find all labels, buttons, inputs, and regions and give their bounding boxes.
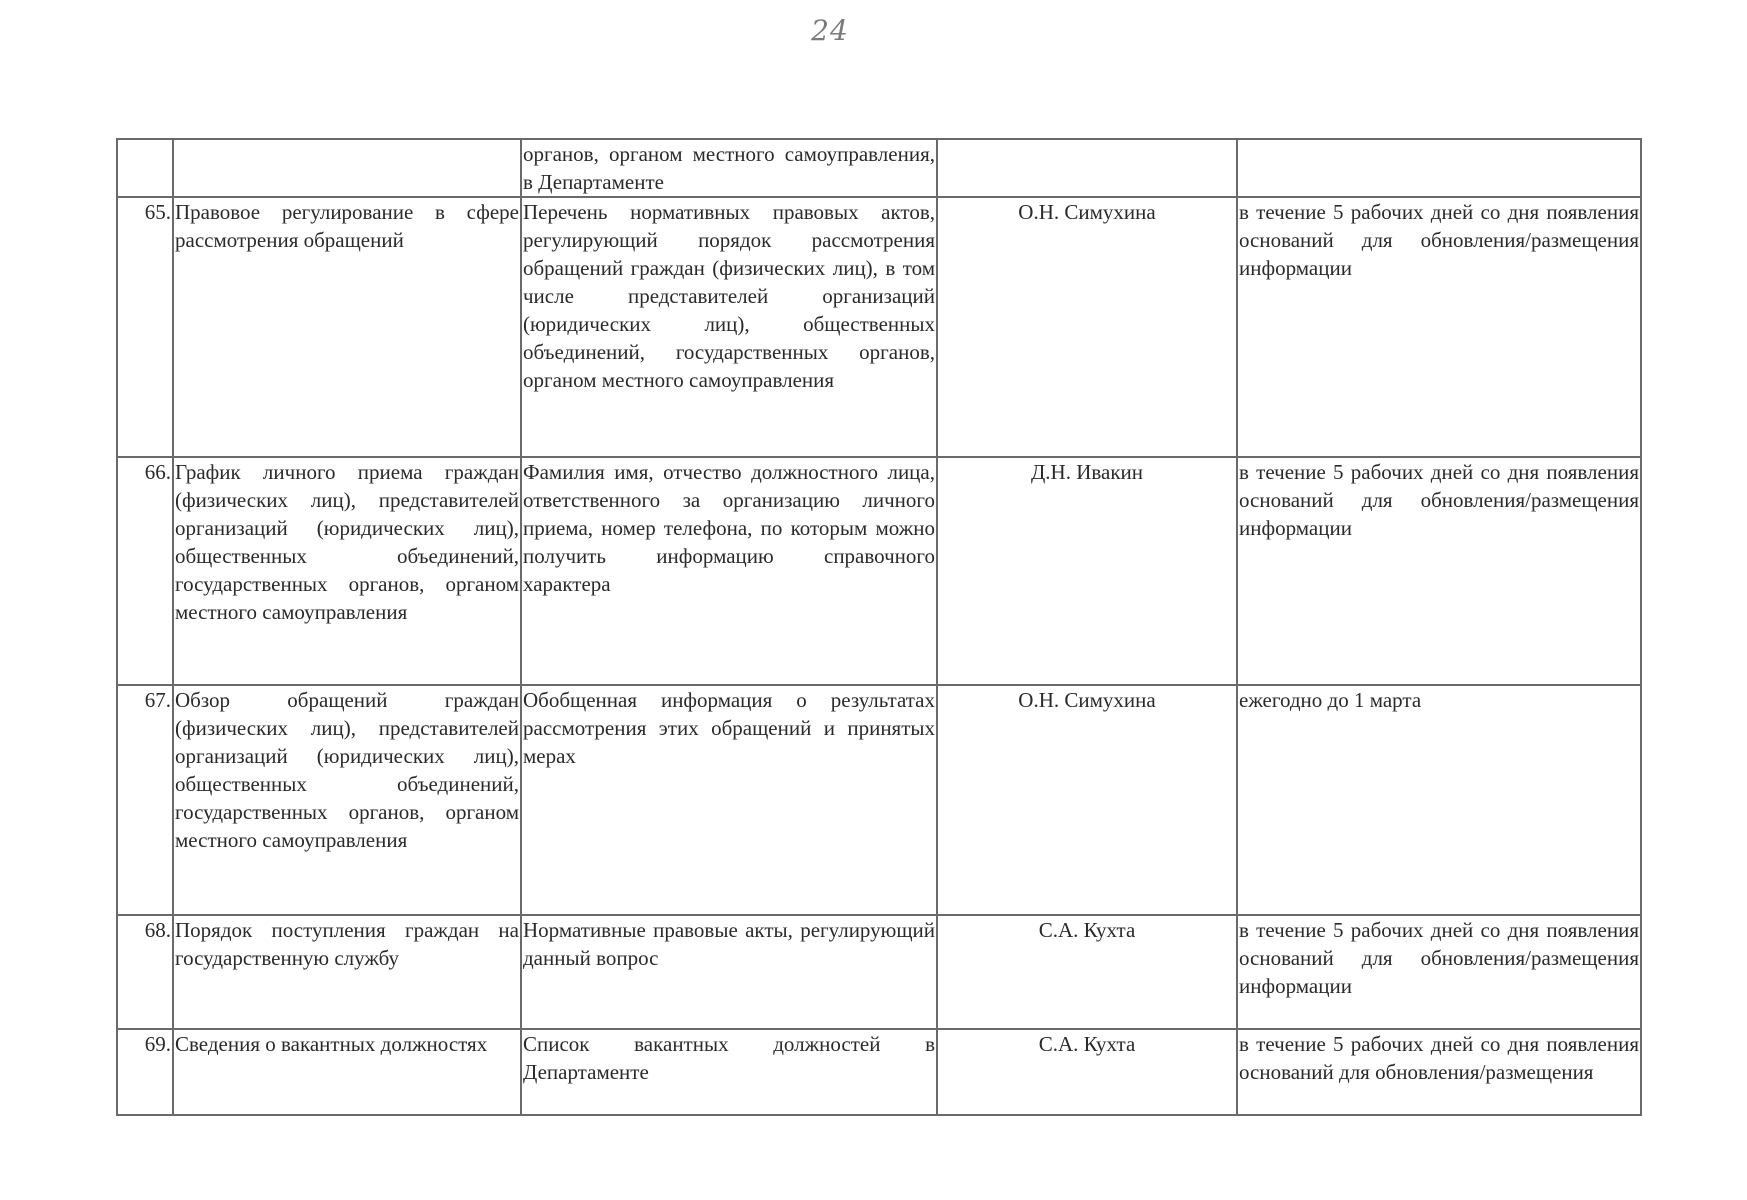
topic-cell: Порядок поступления граждан на государственную службу <box>173 915 521 1029</box>
term-cell: в течение 5 рабочих дней со дня появления оснований для обновления/размещения информации <box>1237 457 1641 685</box>
content-cell: Перечень нормативных правовых актов, регулирующий порядок рассмотрения обращений граждан (физических лиц), в том числе представителей организаций (юридических лиц), общественных объединений, государственных органов, органом местного самоуправления <box>521 197 937 457</box>
row-number-cell: 69. <box>117 1029 173 1115</box>
responsible-cell <box>937 139 1237 197</box>
table-row <box>117 1029 1641 1115</box>
content-cell: Обобщенная информация о результатах рассмотрения этих обращений и принятых мерах <box>521 685 937 915</box>
content-cell: Нормативные правовые акты, регулирующий данный вопрос <box>521 915 937 1029</box>
row-number-cell: 66. <box>117 457 173 685</box>
table-row-continuation <box>117 139 1641 197</box>
responsible-cell: О.Н. Симухина <box>937 197 1237 457</box>
responsible-cell: О.Н. Симухина <box>937 685 1237 915</box>
term-cell: в течение 5 рабочих дней со дня появления оснований для обновления/размещения <box>1237 1029 1641 1115</box>
table-row <box>117 197 1641 457</box>
responsible-cell: С.А. Кухта <box>937 915 1237 1029</box>
row-number-cell: 65. <box>117 197 173 457</box>
term-cell <box>1237 139 1641 197</box>
row-number-cell: 67. <box>117 685 173 915</box>
term-cell: ежегодно до 1 марта <box>1237 685 1641 915</box>
content-cell: Фамилия имя, отчество должностного лица, ответственного за организацию личного приема, номер телефона, по которым можно получить информацию справочного характера <box>521 457 937 685</box>
content-cell: Список вакантных должностей в Департаменте <box>521 1029 937 1115</box>
content-cell: органов, органом местного самоуправления, в Департаменте <box>521 139 937 197</box>
responsible-cell: С.А. Кухта <box>937 1029 1237 1115</box>
responsible-cell: Д.Н. Ивакин <box>937 457 1237 685</box>
table-row <box>117 457 1641 685</box>
topic-cell <box>173 139 521 197</box>
term-cell: в течение 5 рабочих дней со дня появления оснований для обновления/размещения информации <box>1237 197 1641 457</box>
page-number: 24 <box>811 14 849 47</box>
topic-cell: График личного приема граждан (физических лиц), представителей организаций (юридических лиц), общественных объединений, государственных органов, органом местного самоуправления <box>173 457 521 685</box>
table-row <box>117 915 1641 1029</box>
row-number-cell: 68. <box>117 915 173 1029</box>
term-cell: в течение 5 рабочих дней со дня появления оснований для обновления/размещения информации <box>1237 915 1641 1029</box>
information-table <box>116 138 1642 1116</box>
topic-cell: Правовое регулирование в сфере рассмотрения обращений <box>173 197 521 457</box>
topic-cell: Обзор обращений граждан (физических лиц), представителей организаций (юридических лиц), общественных объединений, государственных органов, органом местного самоуправления <box>173 685 521 915</box>
topic-cell: Сведения о вакантных должностях <box>173 1029 521 1115</box>
table-row <box>117 685 1641 915</box>
row-number-cell <box>117 139 173 197</box>
